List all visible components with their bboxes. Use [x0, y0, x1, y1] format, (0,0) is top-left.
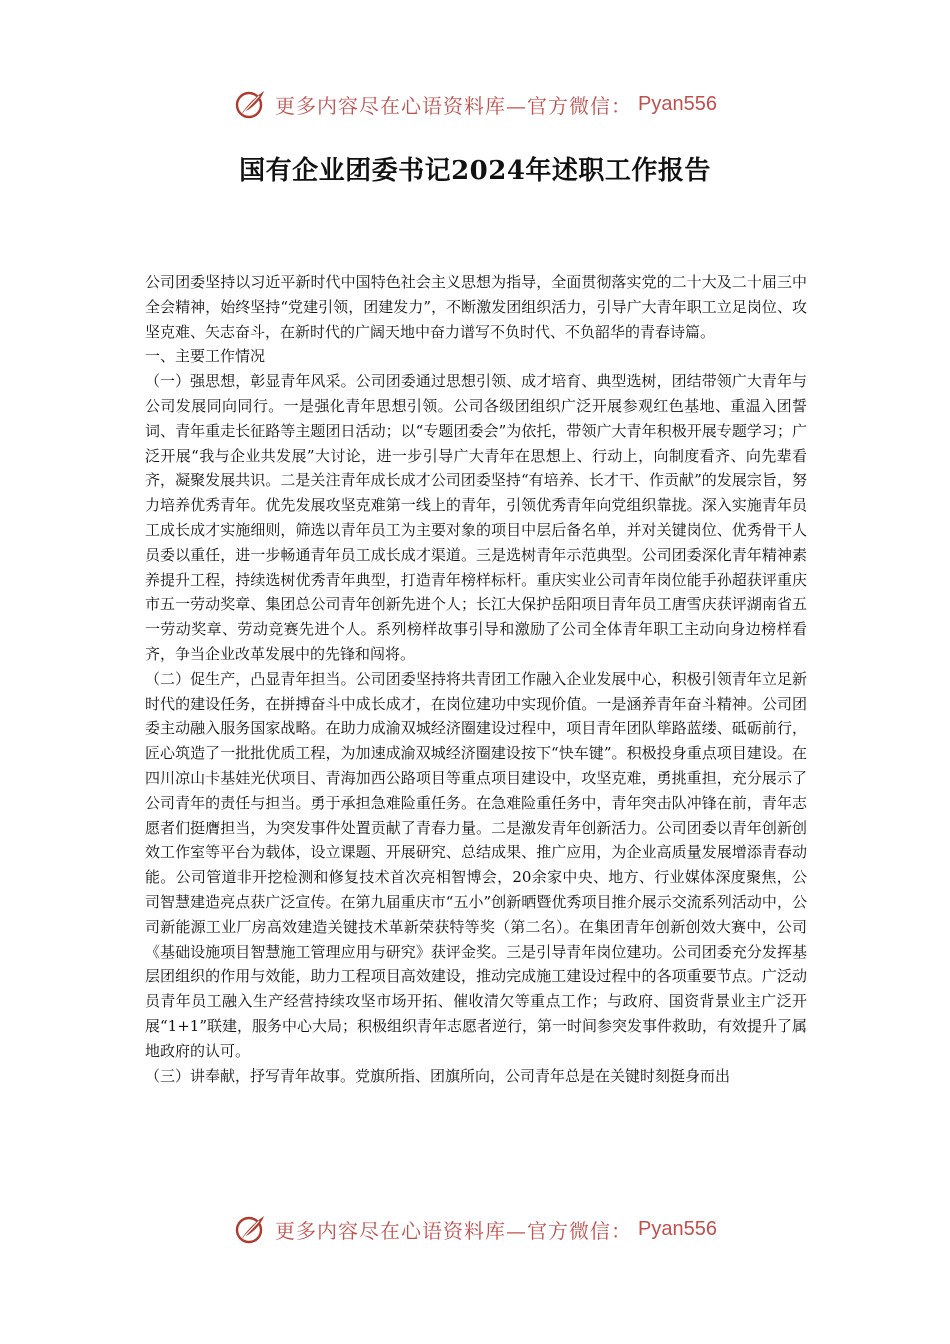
document-body	[145, 270, 807, 1088]
document-title: 国有企业团委书记2024年述职工作报告	[239, 156, 711, 186]
paragraph-section-3: （三）讲奉献，抒写青年故事。党旗所指、团旗所向，公司青年总是在关键时刻挺身而出	[145, 1066, 731, 1085]
header-banner	[0, 84, 950, 124]
feather-pen-circle-icon	[233, 1211, 269, 1247]
banner-wechat-id: Pyan556	[638, 1217, 717, 1240]
section-heading: 一、主要工作情况	[145, 347, 266, 366]
footer-banner	[0, 1209, 950, 1249]
banner-text: 更多内容尽在心语资料库—官方微信：	[275, 93, 633, 118]
feather-pen-circle-icon	[233, 86, 269, 122]
paragraph-section-2: （二）促生产，凸显青年担当。公司团委坚持将共青团工作融入企业发展中心，积极引领青年立足新时代的建设任务，在拼搏奋斗中成长成才，在岗位建功中实现价值。一是涵养青年奋斗精神。公司团委主动融入服务国家战略。在助力成渝双城经济圈建设过程中，项目青年团队筚路蓝缕、砥砺前行，匠心筑造了一批批优质工程，为加速成渝双城经济圈建设按下“快车键”。积极投身重点项目建设。在四川凉山卡基娃光伏项目、青海加西公路项目等重点项目建设中，攻坚克难，勇挑重担，充分展示了公司青年的责任与担当。勇于承担急难险重任务。在急难险重任务中，青年突击队冲锋在前，青年志愿者们挺膺担当，为突发事件处置贡献了青春力量。二是激发青年创新活力。公司团委以青年创新创效工作室等平台为载体，设立课题、开展研究、总结成果、推广应用，为企业高质量发展增添青春动能。公司管道非开挖检测和修复技术首次亮相智博会，20余家中央、地方、行业媒体深度聚焦，公司智慧建造亮点获广泛宣传。在第九届重庆市“五小”创新晒暨优秀项目推介展示交流系列活动中，公司新能源工业厂房高效建造关键技术革新荣获特等奖（第二名）。在集团青年创新创效大赛中，公司《基础设施项目智慧施工管理应用与研究》获评金奖。三是引导青年岗位建功。公司团委充分发挥基层团组织的作用与效能，助力工程项目高效建设，推动完成施工建设过程中的各项重要节点。广泛动员青年员工融入生产经营持续攻坚市场开拓、催收清欠等重点工作；与政府、国资背景业主广泛开展“1+1”联建，服务中心大局；积极组织青年志愿者逆行，第一时间参突发事件救助，有效提升了属地政府的认可。	[145, 669, 807, 1060]
paragraph-section-1: （一）强思想，彰显青年风采。公司团委通过思想引领、成才培育、典型选树，团结带领广大青年与公司发展同向同行。一是强化青年思想引领。公司各级团组织广泛开展参观红色基地、重温入团誓词、青年重走长征路等主题团日活动；以“专题团委会”为依托，带领广大青年积极开展专题学习；广泛开展“我与企业共发展”大讨论，进一步引导广大青年在思想上、行动上，向制度看齐、向先辈看齐，凝聚发展共识。二是关注青年成长成才公司团委坚持“有培养、长才干、作贡献”的发展宗旨，努力培养优秀青年。优先发展攻坚克难第一线上的青年，引领优秀青年向党组织靠拢。深入实施青年员工成长成才实施细则，筛选以青年员工为主要对象的项目中层后备名单，并对关键岗位、优秀骨干人员委以重任，进一步畅通青年员工成长成才渠道。三是选树青年示范典型。公司团委深化青年精神素养提升工程，持续选树优秀青年典型，打造青年榜样标杆。重庆实业公司青年岗位能手孙超获评重庆市五一劳动奖章、集团总公司青年创新先进个人；长江大保护岳阳项目青年员工唐雪庆获评湖南省五一劳动奖章、劳动竞赛先进个人。系列榜样故事引导和激励了公司全体青年职工主动向身边榜样看齐，争当企业改革发展中的先锋和闯将。	[145, 372, 807, 663]
banner-text: 更多内容尽在心语资料库—官方微信：	[275, 1218, 633, 1243]
intro-paragraph: 公司团委坚持以习近平新时代中国特色社会主义思想为指导，全面贯彻落实党的二十大及二十届三中全会精神，始终坚持“党建引领，团建发力”，不断激发团组织活力，引导广大青年职工立足岗位、攻坚克难、矢志奋斗，在新时代的广阔天地中奋力谱写不负时代、不负韶华的青春诗篇。	[145, 273, 807, 341]
banner-wechat-id: Pyan556	[638, 92, 717, 115]
